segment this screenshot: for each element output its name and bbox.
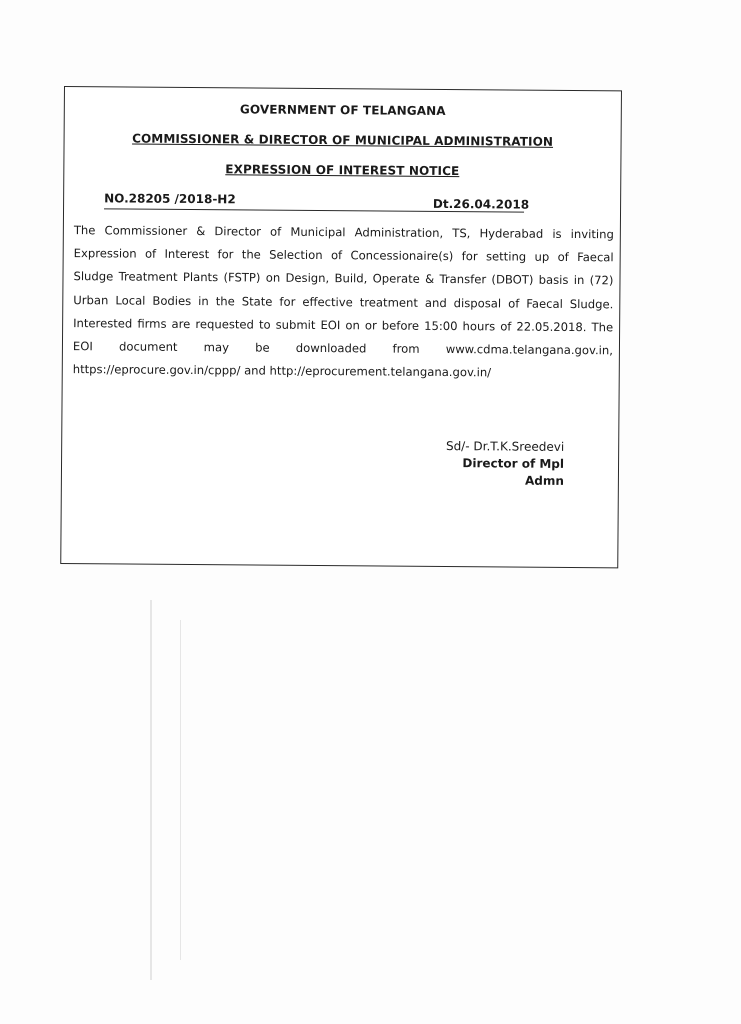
signature-title: Director of Mpl Admn — [462, 456, 565, 488]
reference-row — [104, 190, 530, 212]
body-line: Sludge Treatment Plants (FSTP) on Design, Build, Operate & Transfer (DBOT) basis in (72) — [73, 269, 614, 288]
notice-title — [64, 161, 620, 179]
body-line: EOI document may be downloaded from www.cdma.telangana.gov.in, — [72, 339, 613, 358]
scan-artifact — [150, 600, 152, 980]
notice-title-text: EXPRESSION OF INTEREST NOTICE — [225, 162, 460, 179]
body-line: Interested firms are requested to submit EOI on or before 15:00 hours of 22.05.2018. The — [73, 315, 614, 335]
notice-box — [60, 86, 622, 568]
scan-artifact — [180, 620, 181, 960]
reference-number: NO.28205 /2018-H2 — [104, 191, 236, 207]
department-heading-text: COMMISSIONER & DIRECTOR OF MUNICIPAL ADMINISTRATION — [132, 131, 554, 149]
notice-date: Dt.26.04.2018 — [432, 196, 530, 212]
department-heading — [65, 131, 621, 149]
body-line: https://eprocure.gov.in/cppp/ and http://eprocurement.telangana.gov.in/ — [72, 362, 492, 380]
government-heading — [65, 101, 621, 119]
signature-name: Sd/- Dr.T.K.Sreedevi — [445, 439, 565, 454]
body-line: The Commissioner & Director of Municipal Administration, TS, Hyderabad is inviting — [73, 223, 614, 242]
body-line: Urban Local Bodies in the State for effective treatment and disposal of Faecal Sludge. — [73, 292, 614, 311]
notice-body — [73, 219, 614, 386]
body-line: Expression of Interest for the Selection of Concessionaire(s) for setting up of Faecal — [73, 246, 614, 265]
signature-block — [424, 438, 564, 490]
government-heading-text: GOVERNMENT OF TELANGANA — [239, 102, 446, 118]
